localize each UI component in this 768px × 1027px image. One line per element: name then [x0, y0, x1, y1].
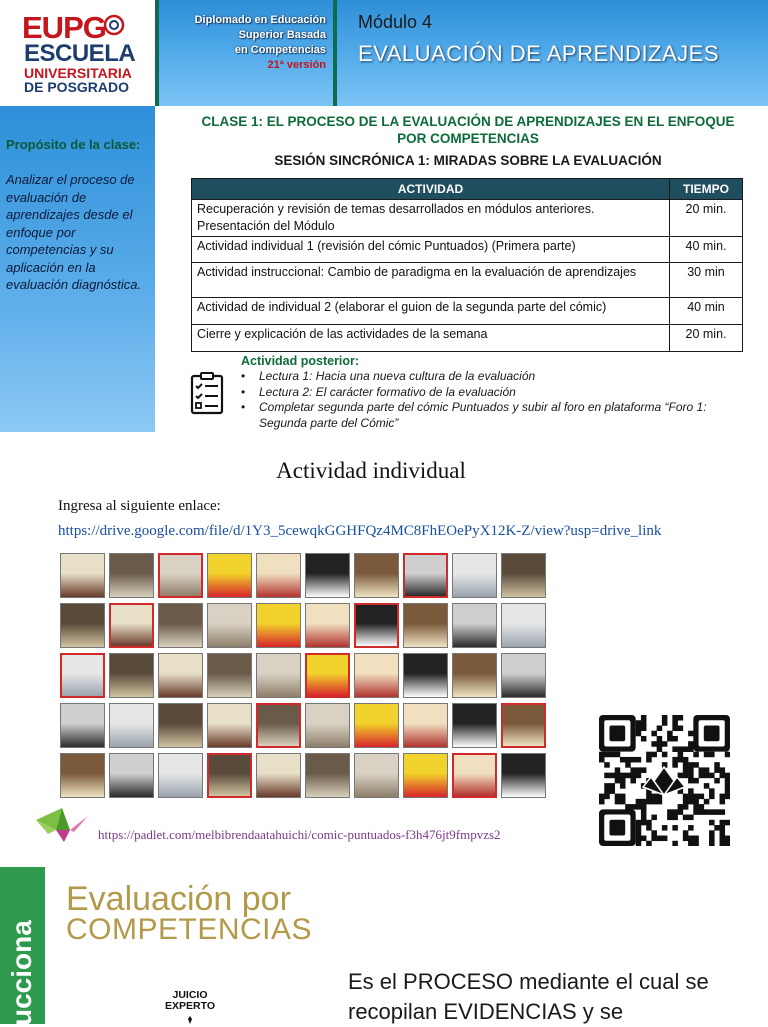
module-number: Módulo 4 [358, 12, 433, 32]
comic-panel [452, 753, 497, 798]
comic-panel [452, 703, 497, 748]
comic-panel [256, 553, 301, 598]
list-item: • Completar segunda parte del cómic Puntuados y subir al foro en plataforma “Foro 1: Segunda parte del Cómic” [241, 400, 751, 431]
comic-panel [158, 753, 203, 798]
comic-panel [501, 603, 546, 648]
session-title: SESIÓN SINCRÓNICA 1: MIRADAS SOBRE LA EVALUACIÓN [274, 153, 662, 168]
list-item: • Lectura 2: El carácter formativo de la evaluación [241, 385, 751, 401]
activity-cell: Actividad individual 1 (revisión del cómic Puntuados) (Primera parte) [192, 237, 670, 263]
comic-panel [501, 553, 546, 598]
list-item: • Lectura 1: Hacia una nueva cultura de la evaluación [241, 369, 751, 385]
eupg-logo [0, 0, 155, 106]
table-row [192, 298, 743, 325]
link-prompt: Ingresa al siguiente enlace: [58, 498, 221, 514]
header-divider [155, 0, 159, 106]
comic-panel [109, 753, 154, 798]
purpose-text: Analizar el proceso de evaluación de aprendizajes desde el enfoque por competencias y su aplicación en la evaluación diagnóstica. [6, 172, 142, 292]
evaluation-definition: Es el PROCESO mediante el cual se recopilan EVIDENCIAS y se [348, 969, 709, 1024]
comic-panel [501, 753, 546, 798]
comic-panel [452, 603, 497, 648]
comic-panel [403, 553, 448, 598]
evaluation-title-line2: COMPETENCIAS [66, 913, 313, 946]
time-cell: 20 min. [670, 325, 743, 352]
time-cell: 40 min [670, 298, 743, 325]
comic-panel [60, 753, 105, 798]
comic-panel [158, 603, 203, 648]
comic-panel [452, 653, 497, 698]
purpose-heading: Propósito de la clase: [6, 137, 141, 152]
comic-panel [207, 553, 252, 598]
side-strip-label: ucciona [6, 920, 37, 1026]
time-cell: 40 min. [670, 237, 743, 263]
comic-panel [354, 653, 399, 698]
header-divider [333, 0, 337, 106]
time-cell: 30 min [670, 263, 743, 298]
column-header-time: TIEMPO [670, 179, 743, 200]
comic-panel [305, 653, 350, 698]
comic-panel [256, 753, 301, 798]
comic-panel [256, 653, 301, 698]
evaluation-title-line1: Evaluación por [66, 880, 291, 918]
logo-swirl-icon [103, 14, 125, 36]
posterior-list [241, 369, 751, 431]
purpose-panel [0, 106, 155, 432]
comic-panel [403, 753, 448, 798]
diplomado-line2: Superior Basada [238, 29, 326, 41]
module-title: EVALUACIÓN DE APRENDIZAJES [358, 41, 720, 66]
comic-panel [354, 603, 399, 648]
activity-cell: Recuperación y revisión de temas desarrollados en módulos anteriores. Presentación del Módulo [192, 200, 670, 237]
diplomado-version: 21ª versión [267, 59, 326, 71]
posterior-heading: Actividad posterior: [241, 354, 360, 368]
table-header-row [192, 179, 743, 200]
activity-cell: Actividad de individual 2 (elaborar el guion de la segunda parte del cómic) [192, 298, 670, 325]
table-row [192, 200, 743, 237]
comic-thumbnail-grid[interactable] [60, 553, 548, 800]
padlet-crane-icon [34, 806, 90, 844]
table-row [192, 325, 743, 352]
comic-panel [158, 703, 203, 748]
class-title: CLASE 1: EL PROCESO DE LA EVALUACIÓN DE APRENDIZAJES EN EL ENFOQUE POR COMPETENCIAS [201, 114, 735, 146]
comic-panel [354, 703, 399, 748]
activities-table [191, 178, 743, 352]
logo-eupg-text: EUPG [22, 10, 106, 45]
comic-panel [256, 703, 301, 748]
comic-panel [354, 753, 399, 798]
comic-panel [109, 653, 154, 698]
comic-panel [207, 603, 252, 648]
comic-panel [60, 653, 105, 698]
comic-panel [207, 703, 252, 748]
padlet-link[interactable]: https://padlet.com/melbibrendaatahuichi/comic-puntuados-f3h476jt9fmpvzs2 [98, 827, 501, 842]
comic-panel [305, 603, 350, 648]
juicio-experto-label: JUICIO EXPERTO [165, 989, 215, 1012]
comic-panel [60, 703, 105, 748]
comic-panel [109, 703, 154, 748]
comic-panel [256, 603, 301, 648]
comic-panel [60, 603, 105, 648]
comic-panel [501, 653, 546, 698]
activity-cell: Cierre y explicación de las actividades de la semana [192, 325, 670, 352]
comic-panel [305, 553, 350, 598]
diplomado-line1: Diplomado en Educación [194, 14, 326, 26]
comic-panel [403, 703, 448, 748]
comic-panel [403, 603, 448, 648]
comic-panel [305, 703, 350, 748]
expert-figure-icon [183, 1016, 197, 1024]
diplomado-label [160, 13, 326, 73]
diplomado-line3: en Competencias [234, 44, 326, 56]
comic-panel [60, 553, 105, 598]
logo-escuela: ESCUELA [24, 40, 136, 67]
header [0, 0, 768, 106]
comic-panel [305, 753, 350, 798]
comic-panel [158, 653, 203, 698]
comic-panel [501, 703, 546, 748]
table-row [192, 237, 743, 263]
time-cell: 20 min. [670, 200, 743, 237]
checklist-icon [190, 371, 224, 415]
comic-panel [207, 753, 252, 798]
table-row [192, 263, 743, 298]
qr-code[interactable] [599, 715, 730, 846]
logo-posgrado: DE POSGRADO [24, 79, 130, 95]
activity-cell: Actividad instruccional: Cambio de paradigma en la evaluación de aprendizajes [192, 263, 670, 298]
drive-link[interactable]: https://drive.google.com/file/d/1Y3_5cewqkGGHFQz4MC8FhEOePyX12K-Z/view?usp=drive_link [58, 523, 662, 539]
column-header-activity: ACTIVIDAD [192, 179, 670, 200]
comic-panel [354, 553, 399, 598]
comic-panel [109, 553, 154, 598]
comic-panel [109, 603, 154, 648]
comic-panel [403, 653, 448, 698]
logo-universitaria: UNIVERSITARIA [24, 65, 132, 81]
comic-panel [452, 553, 497, 598]
individual-activity-title: Actividad individual [276, 458, 466, 483]
comic-panel [158, 553, 203, 598]
comic-panel [207, 653, 252, 698]
